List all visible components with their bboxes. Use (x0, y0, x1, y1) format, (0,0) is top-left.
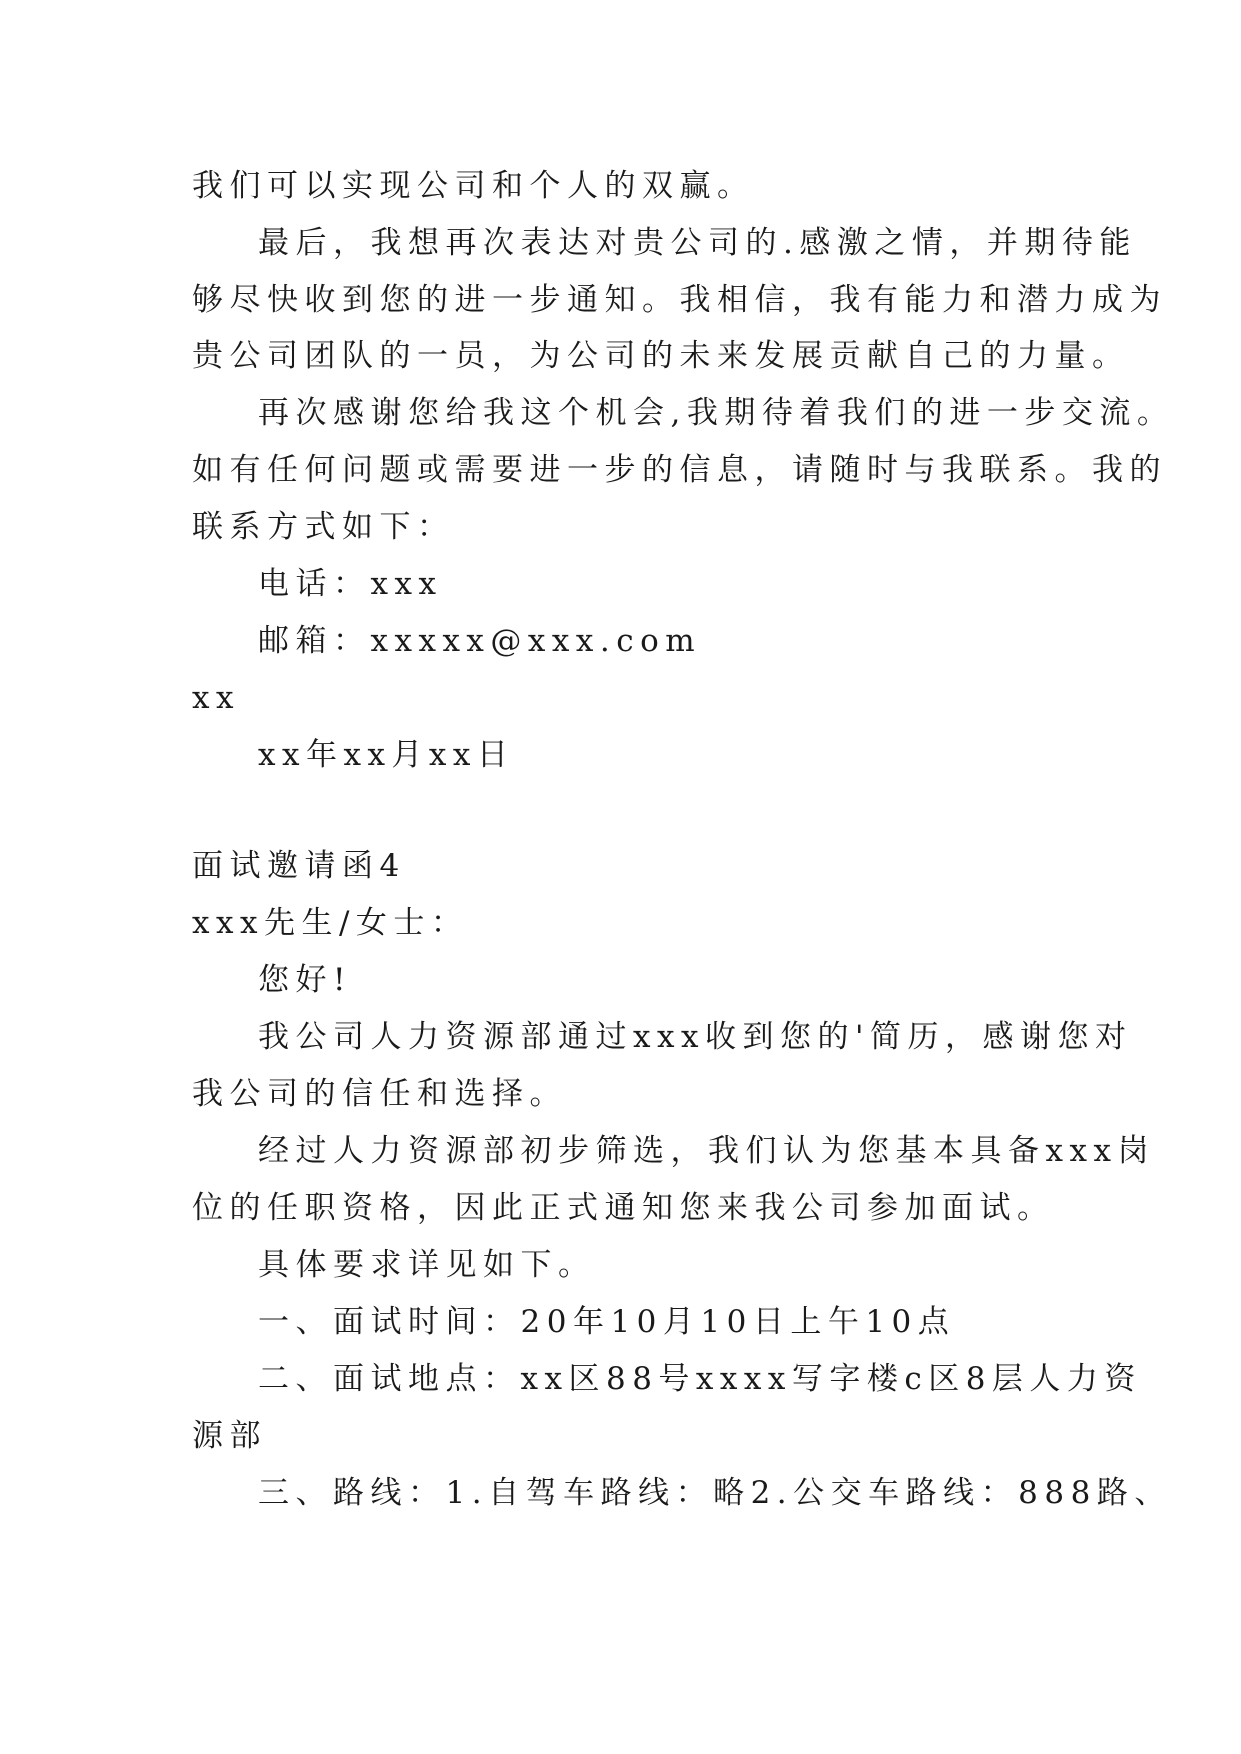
paragraph-line: 经过人力资源部初步筛选，我们认为您基本具备xxx岗 (258, 1133, 1155, 1169)
interview-route: 三、路线：1.自驾车路线：略2.公交车路线：888路、 (258, 1475, 1172, 1511)
paragraph-line: 联系方式如下： (192, 509, 455, 545)
paragraph-line: 够尽快收到您的进一步通知。我相信，我有能力和潜力成为 (192, 282, 1167, 318)
paragraph-line: 最后，我想再次表达对贵公司的.感激之情，并期待能 (258, 225, 1137, 261)
paragraph-line: 我公司的信任和选择。 (192, 1076, 567, 1112)
greeting: 您好! (258, 962, 352, 998)
section-title: 面试邀请函4 (192, 848, 406, 884)
salutation: xxx先生/女士： (192, 905, 469, 941)
interview-location: 二、面试地点：xx区88号xxxx写字楼c区8层人力资 (258, 1361, 1142, 1397)
interview-location-cont: 源部 (192, 1418, 267, 1454)
paragraph-line: 具体要求详见如下。 (258, 1247, 596, 1283)
signature-date: xx年xx月xx日 (258, 737, 515, 773)
paragraph-line: 贵公司团队的一员，为公司的未来发展贡献自己的力量。 (192, 338, 1130, 374)
interview-time: 一、面试时间：20年10月10日上午10点 (258, 1304, 956, 1340)
paragraph-line: 位的任职资格，因此正式通知您来我公司参加面试。 (192, 1190, 1055, 1226)
contact-phone: 电话：xxx (258, 566, 443, 602)
paragraph-line: 再次感谢您给我这个机会,我期待着我们的进一步交流。 (258, 395, 1175, 431)
paragraph-line: 我们可以实现公司和个人的双赢。 (192, 168, 755, 204)
paragraph-line: 我公司人力资源部通过xxx收到您的'简历，感谢您对 (258, 1019, 1133, 1055)
paragraph-line: 如有任何问题或需要进一步的信息，请随时与我联系。我的 (192, 452, 1167, 488)
signature-name: xx (192, 680, 240, 716)
contact-email: 邮箱：xxxxx@xxx.com (258, 623, 702, 659)
